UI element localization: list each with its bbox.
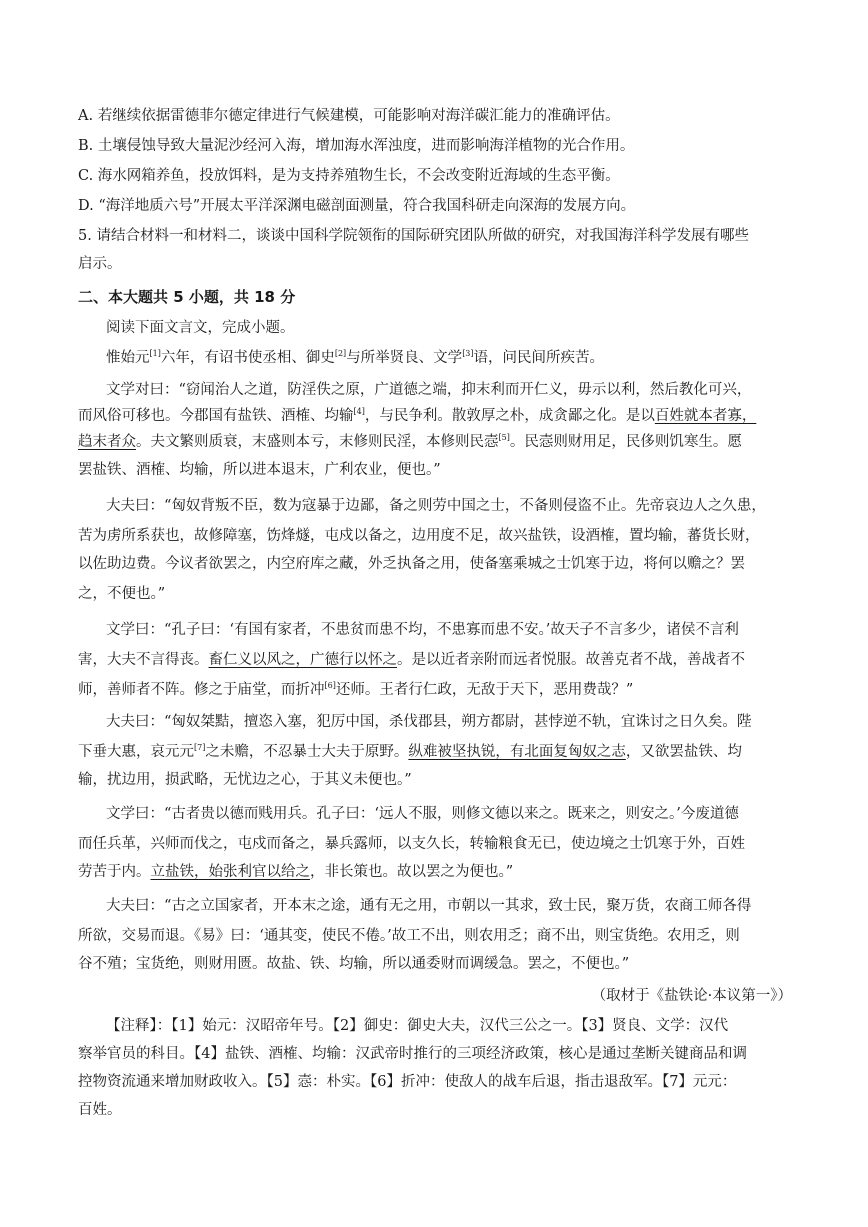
note-ref-7: [7] — [194, 743, 206, 752]
text-run: 师，善师者不阵。修之于庙堂，而折冲 — [78, 682, 325, 698]
question-5-line-1: 5. 请结合材料一和材料二，谈谈中国科学院领衔的国际研究团队所做的研究，对我国海洋科学发展有哪些 — [78, 228, 749, 244]
text-run: 与所举贤良、文学 — [346, 350, 463, 366]
text-run: 害，大夫不言得丧。 — [78, 652, 209, 668]
passage-line: 所欲，交易而退。《易》曰：‘通其变，使民不倦。’故工不出，则农用乏；商不出，则宝货绝。农用乏，则 — [78, 928, 740, 944]
passage-line: 而任兵革，兴师而伐之，屯戍而备之，暴兵露师，以支久长，转输粮食无已，使边境之士饥寒于外，百姓 — [78, 836, 745, 852]
passage-line — [78, 862, 513, 882]
text-run: 。是以近者亲附而远者悦服。故善克者不战，善战者不 — [397, 652, 745, 668]
note-ref-4: [4] — [353, 407, 365, 416]
passage-line — [78, 406, 756, 426]
underlined-sentence: 趋末者众 — [78, 434, 136, 450]
note-ref-3: [3] — [462, 349, 474, 358]
passage-line: 罢盐铁、酒榷、均输，所以进本退末，广利农业，便也。” — [78, 462, 441, 478]
annotation-line: 控物资流通来增加财政收入。【5】悫：朴实。【6】折冲：使敌人的战车后退，指击退敌军。【7】元元： — [78, 1074, 737, 1090]
note-ref-1: [1] — [149, 349, 161, 358]
annotation-line: 察举官员的科目。【4】盐铁、酒榷、均输：汉武帝时推行的三项经济政策，核心是通过垄断关键商品和调 — [78, 1046, 747, 1062]
passage-line: 文学对曰：“窃闻治人之道，防淫佚之原，广道德之端，抑末利而开仁义，毋示以利，然后教化可兴， — [106, 382, 752, 398]
underlined-sentence: 畜仁义以风之，广德行以怀之 — [208, 652, 397, 668]
passage-line: 大夫曰：“匈奴桀黠，擅恣入塞，犯厉中国，杀伐郡县，朔方都尉，甚悖逆不轨，宜诛讨之日久矣。陛 — [106, 714, 752, 730]
text-run: 还师。王者行仁政，无敌于天下，恶用费哉？” — [335, 682, 634, 698]
underlined-sentence: 百姓就本者寡， — [654, 408, 757, 424]
annotation-line: 百姓。 — [78, 1102, 122, 1118]
text-run: 。夫文繁则质衰，末盛则本亏，末修则民淫，本修则民悫 — [136, 434, 499, 450]
text-run: 劳苦于内。 — [78, 864, 151, 880]
note-ref-2: [2] — [334, 349, 347, 358]
passage-line: 文学曰：“孔子曰：‘有国有家者，不患贫而患不均，不患寡而患不安。’故天子不言多少，诸侯不言利 — [106, 622, 739, 638]
option-d: D. “海洋地质六号”开展太平洋深渊电磁剖面测量，符合我国科研走向深海的发展方向。 — [78, 198, 636, 214]
underlined-sentence: 立盐铁，始张利官以给之 — [150, 864, 310, 880]
passage-line — [78, 680, 633, 700]
text-run: 之未赡，不忍暴士大夫于原野。 — [205, 744, 409, 760]
text-run: 惟始元 — [106, 350, 150, 366]
passage-line — [78, 742, 742, 762]
text-run: ，又欲罢盐铁、均 — [625, 744, 742, 760]
passage-line: 大夫曰：“匈奴背叛不臣，数为寇暴于边鄙，备之则劳中国之士，不备则侵盗不止。先帝哀边人之久患， — [106, 498, 766, 514]
text-run: ，与民争利。散敦厚之朴，成贪鄙之化。是以 — [364, 408, 655, 424]
option-b: B. 土壤侵蚀导致大量泥沙经河入海，增加海水浑浊度，进而影响海洋植物的光合作用。 — [78, 138, 635, 154]
passage-line: 之，不便也。” — [78, 586, 166, 602]
option-c: C. 海水网箱养鱼，投放饵料，是为支持养殖物生长，不会改变附近海域的生态平衡。 — [78, 168, 620, 184]
note-ref-6: [6] — [324, 681, 336, 690]
text-run: 下垂大惠，哀元元 — [78, 744, 194, 760]
passage-line: 谷不殖；宝货绝，则财用匮。故盐、铁、均输，所以通委财而调缓急。罢之，不便也。” — [78, 956, 630, 972]
annotation-line: 【注释】：【1】始元：汉昭帝年号。【2】御史：御史大夫，汉代三公之一。【3】贤良、文学：汉代 — [106, 1018, 729, 1034]
text-run: 而风俗可移也。今郡国有盐铁、酒榷、均输 — [78, 408, 354, 424]
passage-line: 苦为虏所系获也，故修障塞，饬烽燧，屯戍以备之，边用度不足，故兴盐铁，设酒榷，置均输，蕃货长财， — [78, 528, 760, 544]
passage-line — [78, 432, 742, 452]
note-ref-5: [5] — [498, 433, 510, 442]
passage-line: 文学曰：“古者贵以德而贱用兵。孔子曰：‘远人不服，则修文德以来之。既来之，则安之。’今废道德 — [106, 806, 739, 822]
passage-para-1 — [106, 348, 604, 368]
underlined-sentence: 纵难被坚执锐，有北面复匈奴之志 — [408, 744, 626, 760]
reading-instruction: 阅读下面文言文，完成小题。 — [106, 320, 295, 336]
source-citation: （取材于《盐铁论·本议第一》） — [591, 988, 792, 1004]
text-run: 六年，有诏书使丞相、御史 — [160, 350, 335, 366]
text-run: 语，问民间所疾苦。 — [473, 350, 605, 366]
passage-line: 以佐助边费。今议者欲罢之，内空府库之藏，外乏执备之用，使备塞乘城之士饥寒于边，将何以赡之？罢 — [78, 556, 745, 572]
text-run: 。民悫则财用足，民侈则饥寒生。愿 — [509, 434, 742, 450]
section-2-heading: 二、本大题共 5 小题，共 18 分 — [78, 288, 296, 306]
question-5-line-2: 启示。 — [78, 256, 122, 272]
passage-line: 大夫曰：“古之立国家者，开本末之途，通有无之用，市朝以一其求，致士民，聚万货，农商工师各得 — [106, 898, 752, 914]
passage-line: 输，扰边用，损武略，无忧边之心，于其义未便也。” — [78, 772, 412, 788]
text-run: ，非长策也。故以罢之为便也。” — [310, 864, 514, 880]
passage-line — [78, 650, 745, 670]
option-a: A. 若继续依据雷德菲尔德定律进行气候建模，可能影响对海洋碳汇能力的准确评估。 — [78, 108, 620, 124]
